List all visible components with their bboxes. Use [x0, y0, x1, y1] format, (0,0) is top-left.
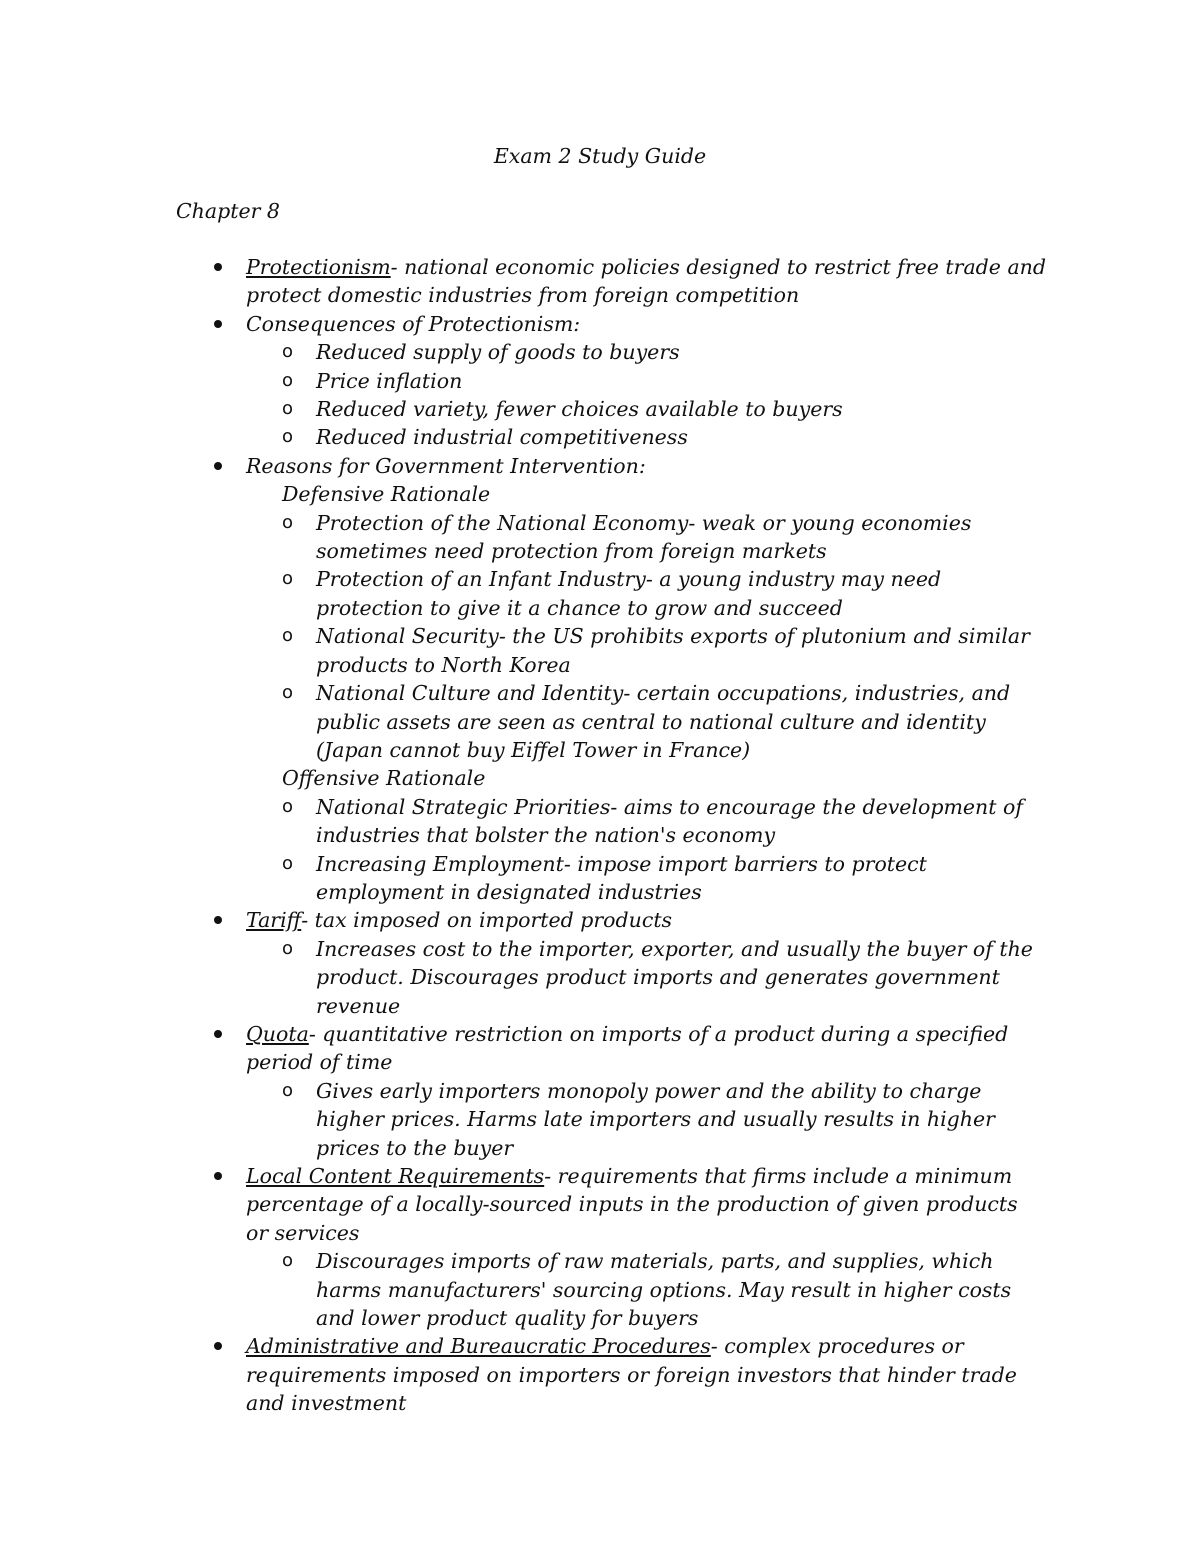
list-item-reasons [246, 452, 1046, 480]
circle-bullet-icon: o [282, 682, 294, 704]
circle-bullet-icon: o [282, 1250, 294, 1272]
sub-item: o Protection of an Infant Industry- a young industry may need protection to give it a chance to grow and succeed [282, 567, 942, 620]
study-guide-list [246, 253, 1046, 1418]
term-tariff: Tariff [246, 908, 302, 933]
circle-bullet-icon: o [282, 795, 294, 817]
defensive-rationale-heading: Defensive Rationale [282, 482, 491, 507]
list-item-admin [246, 1332, 1046, 1417]
consequences-heading: Consequences of Protectionism: [246, 311, 581, 336]
definition-local-content: - requirements that firms include a minimum percentage of a locally-sourced inputs in the production of given products or services [246, 1164, 1018, 1245]
term-local-content: Local Content Requirements [246, 1164, 545, 1188]
list-item-consequences [246, 310, 1046, 338]
sub-item: o Price inflation [316, 367, 1046, 395]
definition-protectionism: - national economic policies designed to restrict free trade and protect domestic industries from foreign competition [246, 255, 1046, 308]
sub-item: o Reduced supply of goods to buyers [316, 338, 1046, 366]
circle-bullet-icon: o [282, 852, 294, 874]
circle-bullet-icon: o [282, 511, 294, 533]
sub-item: o Reduced variety, fewer choices available to buyers [316, 395, 1046, 423]
reasons-heading: Reasons for Government Intervention: [246, 453, 646, 478]
document-title: Exam 2 Study Guide [493, 144, 707, 168]
definition-admin: - complex procedures or requirements imposed on importers or foreign investors that hinder trade and investment [246, 1334, 1017, 1416]
list-item-protectionism [246, 253, 1046, 310]
sub-item: o Gives early importers monopoly power and the ability to charge higher prices. Harms late importers and usually results in higher prices to the buyer [282, 1078, 995, 1160]
sub-item: o Increasing Employment- impose import barriers to protect employment in designated industries [282, 851, 927, 904]
circle-bullet-icon: o [282, 625, 294, 647]
sub-item: o National Culture and Identity- certain occupations, industries, and public assets are seen as central to national culture and identity (Japan cannot buy Eiffel Tower in France) [282, 681, 1011, 762]
term-quota: Quota [246, 1021, 309, 1046]
circle-bullet-icon: o [282, 341, 294, 363]
definition-quota: - quantitative restriction on imports of a product during a specified period of time [246, 1021, 1009, 1075]
chapter-heading: Chapter 8 [176, 199, 280, 223]
sub-item: o National Strategic Priorities- aims to encourage the development of industries that bolster the nation's economy [282, 794, 1023, 848]
term-protectionism: Protectionism [246, 255, 391, 279]
circle-bullet-icon: o [282, 568, 294, 590]
circle-bullet-icon: o [282, 398, 294, 420]
term-admin: Administrative and Bureaucratic Procedures [246, 1334, 711, 1359]
list-item-quota [246, 1020, 1046, 1077]
definition-tariff: - tax imposed on imported products [301, 908, 673, 933]
sub-item: o Discourages imports of raw materials, parts, and supplies, which harms manufacturers' sourcing options. May result in higher costs and lower product quality for buyers [282, 1249, 1012, 1331]
sub-item: o Reduced industrial competitiveness [316, 423, 1046, 451]
circle-bullet-icon: o [282, 426, 294, 448]
sub-item: o Increases cost to the importer, exporter, and usually the buyer of the product. Discourages product imports and generates government revenue [282, 936, 1033, 1018]
offensive-rationale-heading: Offensive Rationale [282, 766, 486, 791]
list-item-tariff [246, 906, 1046, 934]
sub-item: o National Security- the US prohibits exports of plutonium and similar products to North Korea [282, 624, 1030, 677]
list-item-local-content [246, 1162, 1046, 1247]
circle-bullet-icon: o [282, 1079, 294, 1101]
circle-bullet-icon: o [282, 937, 294, 959]
circle-bullet-icon: o [282, 369, 294, 391]
sub-item: o Protection of the National Economy- weak or young economies sometimes need protection from foreign markets [282, 510, 972, 564]
